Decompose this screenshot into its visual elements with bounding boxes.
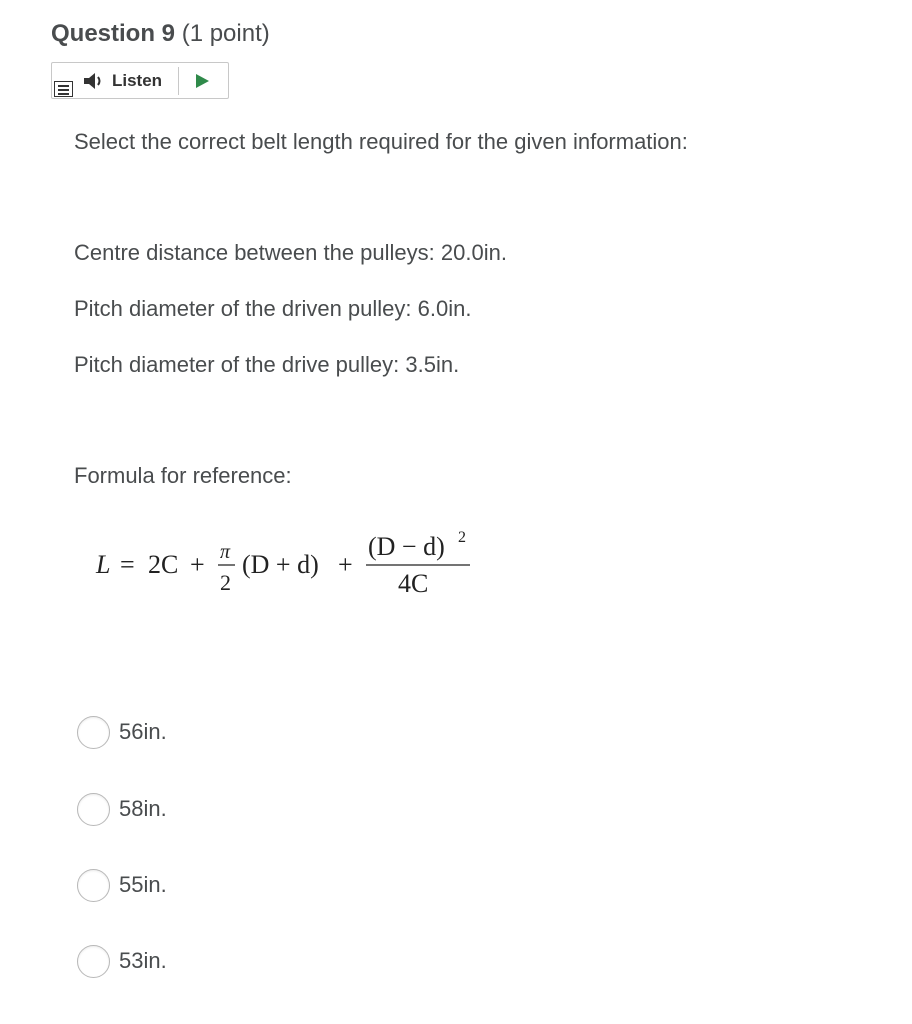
formula-frac2-den: 4C	[398, 569, 429, 598]
radio-button[interactable]	[77, 793, 110, 826]
formula-frac2-exp: 2	[458, 529, 466, 546]
given-driven-diameter: Pitch diameter of the driven pulley: 6.0in.	[74, 296, 472, 321]
option-58in[interactable]	[77, 791, 167, 827]
speaker-icon	[82, 71, 106, 91]
formula-heading: Formula for reference:	[74, 463, 292, 488]
option-55in[interactable]	[77, 867, 167, 903]
question-prompt: Select the correct belt length required for the given information:	[74, 129, 688, 154]
option-56in[interactable]	[77, 714, 167, 750]
formula-image	[92, 522, 474, 600]
option-label: 53in.	[119, 948, 167, 973]
formula-term1: 2C	[148, 550, 179, 579]
formula-plus2: +	[338, 550, 353, 579]
question-title	[51, 18, 270, 50]
radio-button[interactable]	[77, 945, 110, 978]
formula-frac2-num: (D − d)	[368, 532, 445, 561]
listen-button[interactable]	[82, 67, 162, 95]
radio-button[interactable]	[77, 716, 110, 749]
radio-button[interactable]	[77, 869, 110, 902]
menu-icon[interactable]	[54, 81, 73, 97]
formula-frac1-num: π	[220, 541, 231, 563]
option-label: 56in.	[119, 719, 167, 744]
option-53in[interactable]	[77, 943, 167, 979]
question-points: (1 point)	[181, 20, 270, 47]
formula-plus1: +	[190, 550, 205, 579]
formula-term2: (D + d)	[242, 550, 319, 579]
question-number: Question 9	[51, 20, 176, 47]
given-centre-distance: Centre distance between the pulleys: 20.0in.	[74, 240, 507, 265]
option-label: 58in.	[119, 796, 167, 821]
play-icon[interactable]	[192, 72, 212, 90]
given-drive-diameter: Pitch diameter of the drive pulley: 3.5in.	[74, 352, 460, 377]
listen-label: Listen	[112, 71, 163, 90]
formula-lhs: L	[96, 550, 111, 579]
option-label: 55in.	[119, 872, 167, 897]
formula-equals: =	[120, 550, 135, 579]
formula-frac1-den: 2	[220, 570, 231, 595]
toolbar-divider	[178, 67, 179, 95]
listen-toolbar	[51, 62, 229, 99]
